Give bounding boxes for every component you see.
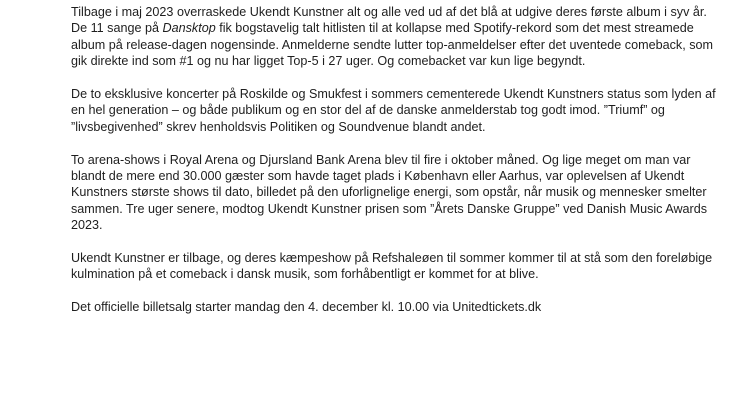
album-title: Dansktop	[162, 21, 216, 36]
paragraph-arena-shows: To arena-shows i Royal Arena og Djursland Bank Arena blev til fire i oktober måned. Og lige meget om man var blandt de mere end 30.000 gæster som havde taget plads i København eller Aarhus, var oplevelsen af Ukendt Kunstners største shows til dato, billedet på den uforlignelige energi, som opstår, når musik og mennesker smelter sammen. Tre uger senere, modtog Ukendt Kunstner prisen som ”Årets Danske Gruppe” ved Danish Music Awards 2023.	[71, 152, 708, 233]
paragraph-intro-text-1: Tilbage i maj 2023 overraskede Ukendt Kunstner alt og alle ved ud af det blå at udgive deres første album i syv år. De 11 sange på	[71, 5, 707, 36]
paragraph-intro	[71, 4, 721, 70]
paragraph-concerts: De to eksklusive koncerter på Roskilde og Smukfest i sommers cementerede Ukendt Kunstners status som lyden af en hel generation – og både publikum og en stor del af de danske anmelderstab tog godt imod. ”Triumf” og ”livsbegivenhed” skrev henholdsvis Politiken og Soundvenue blandt andet.	[71, 87, 716, 134]
paragraph-refshaleoen: Ukendt Kunstner er tilbage, og deres kæmpeshow på Refshaleøen til sommer kommer til at stå som den foreløbige kulmination på et comeback i dansk musik, som forhåbentligt er kommet for at blive.	[71, 251, 713, 282]
document-body	[71, 4, 721, 316]
paragraph-ticket-sale: Det officielle billetsalg starter mandag den 4. december kl. 10.00 via Unitedtickets.dk	[71, 300, 542, 315]
paragraph-intro-text-2: fik bogstavelig talt hitlisten til at kollapse med Spotify-rekord som det mest streamede album på release-dagen nogensinde. Anmelderne sendte lutter top-anmeldelser efter det uventede comeback, som gik direkte ind som #1 og nu har ligget Top-5 i 27 uger. Og comebacket var kun lige begyndt.	[71, 21, 713, 69]
